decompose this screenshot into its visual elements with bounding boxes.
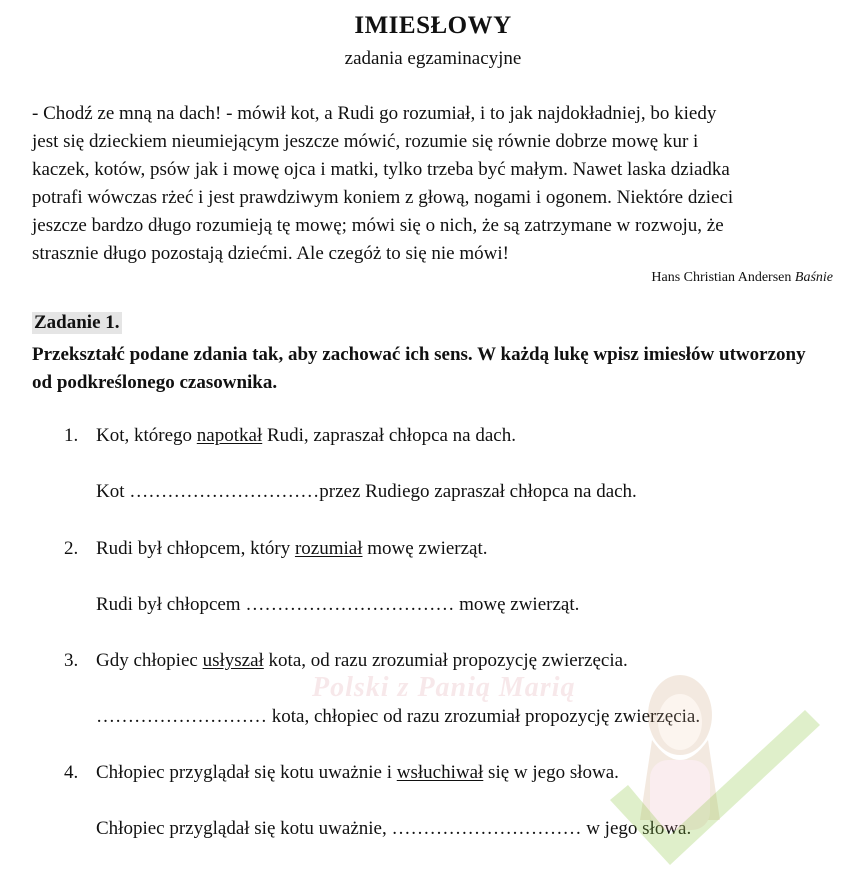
task-instruction: Przekształć podane zdania tak, aby zachować ich sens. W każdą lukę wpisz imiesłów utworzony od podkreślonego czasownika. xyxy=(32,344,806,393)
passage-line: kaczek, kotów, psów jak i mowę ojca i matki, tylko trzeba być małym. Nawet laska dziadka xyxy=(32,159,730,180)
underlined-verb: rozumiał xyxy=(294,538,363,559)
passage-line: - Chodź ze mną na dach! - mówił kot, a Rudi go rozumiał, i to jak najdokładniej, bo kiedy xyxy=(32,103,717,124)
answer-line: ……………………… kota, chłopiec od razu zrozumiał propozycję zwierzęcia. xyxy=(96,706,701,727)
page-title: IMIESŁOWY xyxy=(354,12,512,39)
answer-line: Rudi był chłopcem …………………………… mowę zwierząt. xyxy=(96,594,580,615)
passage-line: jeszcze bardzo długo rozumieją tę mowę; mówi się o nich, że są zatrzymane w rozwoju, że xyxy=(32,215,724,236)
item-number: 3. xyxy=(64,650,79,671)
item-text-after: kota, od razu zrozumiał propozycję zwierzęcia. xyxy=(263,650,628,671)
underlined-verb: napotkał xyxy=(196,425,263,446)
item-text-before: Kot, którego xyxy=(96,425,197,446)
exercise-item xyxy=(64,425,516,447)
author-name: Hans Christian Andersen xyxy=(651,270,792,285)
answer-line: Kot …………………………przez Rudiego zapraszał chłopca na dach. xyxy=(96,481,637,502)
exercise-item xyxy=(64,762,619,784)
item-number: 2. xyxy=(64,538,79,559)
underlined-verb: wsłuchiwał xyxy=(396,762,484,783)
item-text-after: Rudi, zapraszał chłopca na dach. xyxy=(262,425,516,446)
item-text-before: Chłopiec przyglądał się kotu uważnie i xyxy=(96,762,397,783)
passage-line: strasznie długo pozostają dziećmi. Ale czegóż to się nie mówi! xyxy=(32,243,509,264)
passage-line: potrafi wówczas rżeć i jest prawdziwym koniem z głową, nogami i ogonem. Niektóre dzieci xyxy=(32,187,734,208)
watermark-text: Polski z Panią Marią xyxy=(312,672,576,703)
answer-line: Chłopiec przyglądał się kotu uważnie, ………………………… w jego słowa. xyxy=(96,818,692,839)
passage-attribution xyxy=(651,270,833,286)
passage-line: jest się dzieckiem nieumiejącym jeszcze mówić, rozumie się równie dobrze mowę kur i xyxy=(32,131,699,152)
item-number: 1. xyxy=(64,425,79,446)
exercise-item xyxy=(64,538,488,560)
checkmark-icon xyxy=(610,710,820,865)
exercise-item xyxy=(64,650,628,672)
reading-passage xyxy=(32,100,837,268)
item-number: 4. xyxy=(64,762,79,783)
page-subtitle: zadania egzaminacyjne xyxy=(344,48,522,69)
work-title: Baśnie xyxy=(794,270,833,285)
item-text-after: się w jego słowa. xyxy=(483,762,619,783)
underlined-verb: usłyszał xyxy=(202,650,264,671)
item-text-after: mowę zwierząt. xyxy=(362,538,488,559)
item-text-before: Gdy chłopiec xyxy=(96,650,203,671)
item-text-before: Rudi był chłopcem, który xyxy=(96,538,295,559)
task-label: Zadanie 1. xyxy=(34,312,120,333)
teacher-avatar-icon xyxy=(640,675,720,830)
